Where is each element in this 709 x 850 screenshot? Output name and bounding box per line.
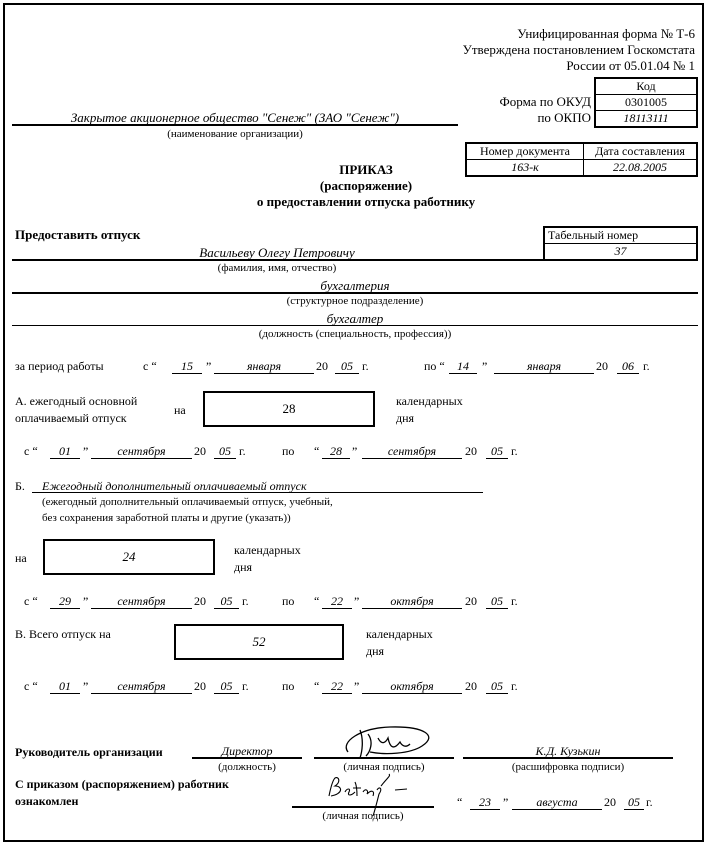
position-underline — [12, 325, 698, 326]
year-suffix: г. — [511, 444, 518, 458]
section-c-unit-2: дня — [366, 644, 385, 658]
tab-number-underline — [540, 259, 698, 261]
work-from-year: 05 — [335, 359, 359, 374]
section-b-to-day: 22 — [322, 594, 352, 609]
quote-open: “ — [457, 795, 463, 809]
doc-number-header: Номер документа — [466, 143, 584, 160]
section-c-days-box: 52 — [174, 624, 344, 660]
year-suffix: г. — [242, 594, 249, 608]
section-b-days-box: 24 — [43, 539, 215, 575]
section-a-on: на — [174, 403, 186, 417]
quote-open: “ — [314, 444, 320, 458]
employee-name-caption: (фамилия, имя, отчество) — [217, 262, 337, 274]
head-name: К.Д. Кузькин — [535, 744, 601, 758]
codes-table — [594, 77, 698, 128]
ack-day: 23 — [470, 795, 500, 810]
quote-close: ” — [206, 359, 212, 373]
section-a-days-box: 28 — [203, 391, 375, 427]
section-a-from-day: 01 — [50, 444, 80, 459]
work-to-year: 06 — [617, 359, 639, 374]
order-subtitle: (распоряжение) — [319, 178, 413, 193]
section-b-unit-1: календарных — [234, 543, 301, 557]
quote-close: ” — [482, 359, 488, 373]
section-b-underline — [32, 492, 483, 493]
from-prefix: с “ — [24, 679, 38, 693]
year-suffix: г. — [511, 594, 518, 608]
century: 20 — [194, 594, 206, 608]
section-b-caption-2: без сохранения заработной платы и другие (указать)) — [42, 512, 291, 524]
century: 20 — [316, 359, 328, 373]
quote-close: ” — [83, 444, 89, 458]
to-prefix: по — [282, 594, 295, 608]
quote-open: “ — [314, 679, 320, 693]
section-b-from-year: 05 — [214, 594, 239, 609]
okpo-value: 18113111 — [595, 111, 697, 128]
section-b-to-month: октября — [362, 594, 462, 609]
head-signature-caption: (личная подпись) — [343, 761, 425, 773]
head-position-caption: (должность) — [218, 761, 276, 773]
department-underline — [12, 292, 698, 294]
head-position-underline — [192, 757, 302, 759]
department-value: бухгалтерия — [320, 278, 390, 293]
section-c-to-day: 22 — [322, 679, 352, 694]
year-suffix: г. — [511, 679, 518, 693]
century: 20 — [194, 444, 206, 458]
tab-number-table — [543, 226, 698, 261]
section-b-on: на — [15, 551, 27, 565]
section-c-from-year: 05 — [214, 679, 239, 694]
work-from-day: 15 — [172, 359, 202, 374]
section-c-from-month: сентября — [91, 679, 192, 694]
form-number-line: Унифицированная форма № Т-6 — [517, 26, 695, 41]
century: 20 — [604, 795, 616, 809]
section-b-type: Ежегодный дополнительный оплачиваемый отпуск — [42, 479, 307, 493]
year-suffix: г. — [242, 679, 249, 693]
from-prefix: с “ — [24, 444, 38, 458]
ack-month: августа — [512, 795, 602, 810]
head-signature-underline — [314, 757, 454, 759]
head-name-underline — [463, 757, 673, 759]
section-a-unit-2: дня — [396, 411, 415, 425]
century: 20 — [465, 444, 477, 458]
organization-underline — [12, 124, 458, 126]
section-a-to-month: сентября — [362, 444, 462, 459]
position-caption: (должность (специальность, профессия)) — [258, 328, 452, 340]
doc-date-header: Дата составления — [584, 143, 698, 160]
to-prefix: по “ — [424, 359, 445, 373]
work-from-month: января — [214, 359, 314, 374]
employee-name-underline — [12, 259, 542, 261]
section-c-to-month: октября — [362, 679, 462, 694]
position-value: бухгалтер — [326, 311, 384, 326]
quote-close: ” — [352, 444, 358, 458]
work-to-month: января — [494, 359, 594, 374]
section-a-label-2: оплачиваемый отпуск — [15, 411, 127, 425]
section-b-letter: Б. — [15, 479, 25, 493]
form-approval-date-line: России от 05.01.04 № 1 — [566, 58, 695, 73]
acknowledgment-line-1: С приказом (распоряжением) работник — [15, 777, 229, 791]
doc-date-value: 22.08.2005 — [584, 160, 698, 177]
organization-name: Закрытое акционерное общество "Сенеж" (ЗАО "Сенеж") — [70, 110, 400, 125]
okud-value: 0301005 — [595, 95, 697, 111]
quote-open: “ — [314, 594, 320, 608]
quote-close: ” — [503, 795, 509, 809]
acknowledgment-line-2: ознакомлен — [15, 794, 79, 808]
quote-close: ” — [354, 594, 360, 608]
employee-name: Васильеву Олегу Петровичу — [199, 245, 355, 260]
section-a-unit-1: календарных — [396, 394, 463, 408]
section-c-label: В. Всего отпуск на — [15, 627, 111, 641]
okpo-label: по ОКПО — [537, 110, 591, 125]
section-a-to-year: 05 — [486, 444, 508, 459]
century: 20 — [596, 359, 608, 373]
quote-close: ” — [83, 594, 89, 608]
ack-year: 05 — [624, 795, 644, 810]
from-prefix: с “ — [143, 359, 157, 373]
order-purpose: о предоставлении отпуска работнику — [256, 194, 476, 209]
year-suffix: г. — [643, 359, 650, 373]
work-to-day: 14 — [449, 359, 477, 374]
section-b-unit-2: дня — [234, 560, 253, 574]
section-c-to-year: 05 — [486, 679, 508, 694]
century: 20 — [194, 679, 206, 693]
doc-number-value: 163-к — [466, 160, 584, 177]
employee-signature-underline — [292, 806, 434, 808]
year-suffix: г. — [646, 795, 653, 809]
quote-close: ” — [83, 679, 89, 693]
grant-leave-label: Предоставить отпуск — [15, 227, 141, 242]
section-b-caption-1: (ежегодный дополнительный оплачиваемый отпуск, учебный, — [42, 496, 333, 508]
section-b-from-month: сентября — [91, 594, 192, 609]
head-signature-icon — [330, 722, 440, 762]
employee-signature-caption: (личная подпись) — [322, 810, 404, 822]
section-a-label-1: А. ежегодный основной — [15, 394, 138, 408]
head-position: Директор — [221, 744, 273, 758]
century: 20 — [465, 679, 477, 693]
organization-caption: (наименование организации) — [167, 128, 303, 140]
year-suffix: г. — [362, 359, 369, 373]
section-a-to-day: 28 — [322, 444, 350, 459]
okud-label: Форма по ОКУД — [499, 94, 591, 109]
century: 20 — [465, 594, 477, 608]
form-approval-line: Утверждена постановлением Госкомстата — [462, 42, 695, 57]
tab-number-value: 37 — [544, 244, 697, 261]
section-a-from-year: 05 — [214, 444, 236, 459]
section-c-unit-1: календарных — [366, 627, 433, 641]
department-caption: (структурное подразделение) — [286, 295, 424, 307]
head-label: Руководитель организации — [15, 745, 163, 759]
tab-number-header: Табельный номер — [544, 227, 697, 244]
work-period-label: за период работы — [15, 359, 104, 373]
section-a-from-month: сентября — [91, 444, 192, 459]
head-name-caption: (расшифровка подписи) — [511, 761, 625, 773]
section-b-from-day: 29 — [50, 594, 80, 609]
to-prefix: по — [282, 679, 295, 693]
from-prefix: с “ — [24, 594, 38, 608]
section-b-to-year: 05 — [486, 594, 508, 609]
to-prefix: по — [282, 444, 295, 458]
section-c-from-day: 01 — [50, 679, 80, 694]
codes-header: Код — [595, 78, 697, 95]
quote-close: ” — [354, 679, 360, 693]
year-suffix: г. — [239, 444, 246, 458]
order-title: ПРИКАЗ — [339, 162, 393, 177]
